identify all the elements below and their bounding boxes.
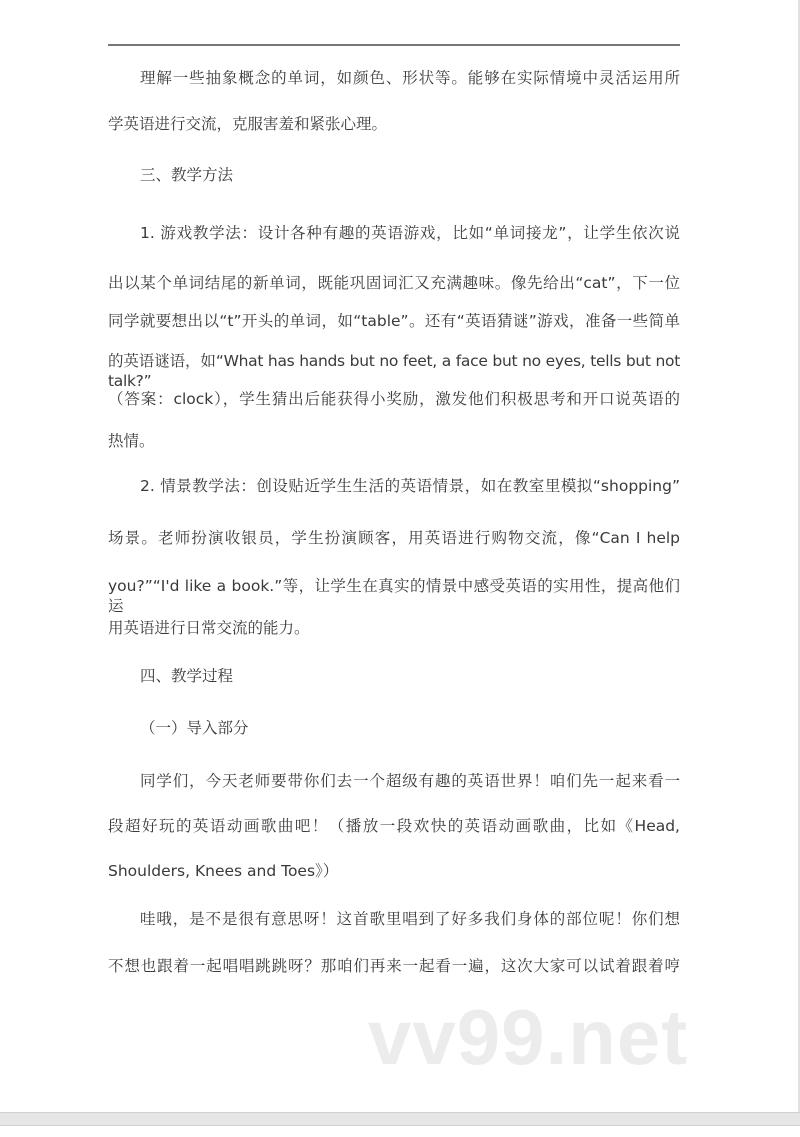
paragraph-line: 理解一些抽象概念的单词，如颜色、形状等。能够在实际情境中灵活运用所 bbox=[140, 69, 680, 87]
paragraph-line: （答案：clock），学生猜出后能获得小奖励，激发他们积极思考和开口说英语的 bbox=[108, 390, 680, 408]
paragraph-line: 2. 情景教学法：创设贴近学生生活的英语情景，如在教室里模拟“shopping” bbox=[140, 477, 680, 495]
paragraph-line: 不想也跟着一起唱唱跳跳呀？那咱们再来一起看一遍，这次大家可以试着跟着哼 bbox=[108, 957, 680, 975]
header-rule bbox=[108, 44, 680, 46]
section-heading: 四、教学过程 bbox=[140, 667, 234, 685]
paragraph-line: 出以某个单词结尾的新单词，既能巩固词汇又充满趣味。像先给出“cat”，下一位 bbox=[108, 274, 680, 292]
paragraph-line: 段超好玩的英语动画歌曲吧！（播放一段欢快的英语动画歌曲，比如《Head, bbox=[108, 817, 680, 835]
section-heading: 三、教学方法 bbox=[140, 166, 234, 184]
paragraph-line: 哇哦，是不是很有意思呀！这首歌里唱到了好多我们身体的部位呢！你们想 bbox=[140, 910, 680, 928]
page-separator bbox=[0, 1112, 800, 1126]
paragraph-line: Shoulders, Knees and Toes》） bbox=[108, 862, 339, 880]
paragraph-line: 场景。老师扮演收银员，学生扮演顾客，用英语进行购物交流，像“Can I help bbox=[108, 529, 680, 547]
paragraph-line: you?”“I'd like a book.”等，让学生在真实的情景中感受英语的实用性，提高他们运 bbox=[108, 577, 680, 615]
paragraph-line: 1. 游戏教学法：设计各种有趣的英语游戏，比如“单词接龙”，让学生依次说 bbox=[140, 224, 680, 242]
paragraph-line: 同学们，今天老师要带你们去一个超级有趣的英语世界！咱们先一起来看一 bbox=[140, 772, 680, 790]
paragraph-line: 同学就要想出以“t”开头的单词，如“table”。还有“英语猜谜”游戏，准备一些简单 bbox=[108, 312, 680, 330]
paragraph-line: 的英语谜语，如“What has hands but no feet, a face but no eyes, tells but not talk?” bbox=[108, 352, 680, 390]
watermark: vv99.net bbox=[368, 993, 689, 1081]
paragraph-line: 学英语进行交流，克服害羞和紧张心理。 bbox=[108, 115, 388, 133]
paragraph-line: 热情。 bbox=[108, 432, 155, 450]
subsection-heading: （一）导入部分 bbox=[140, 719, 249, 737]
paragraph-line: 用英语进行日常交流的能力。 bbox=[108, 619, 310, 637]
